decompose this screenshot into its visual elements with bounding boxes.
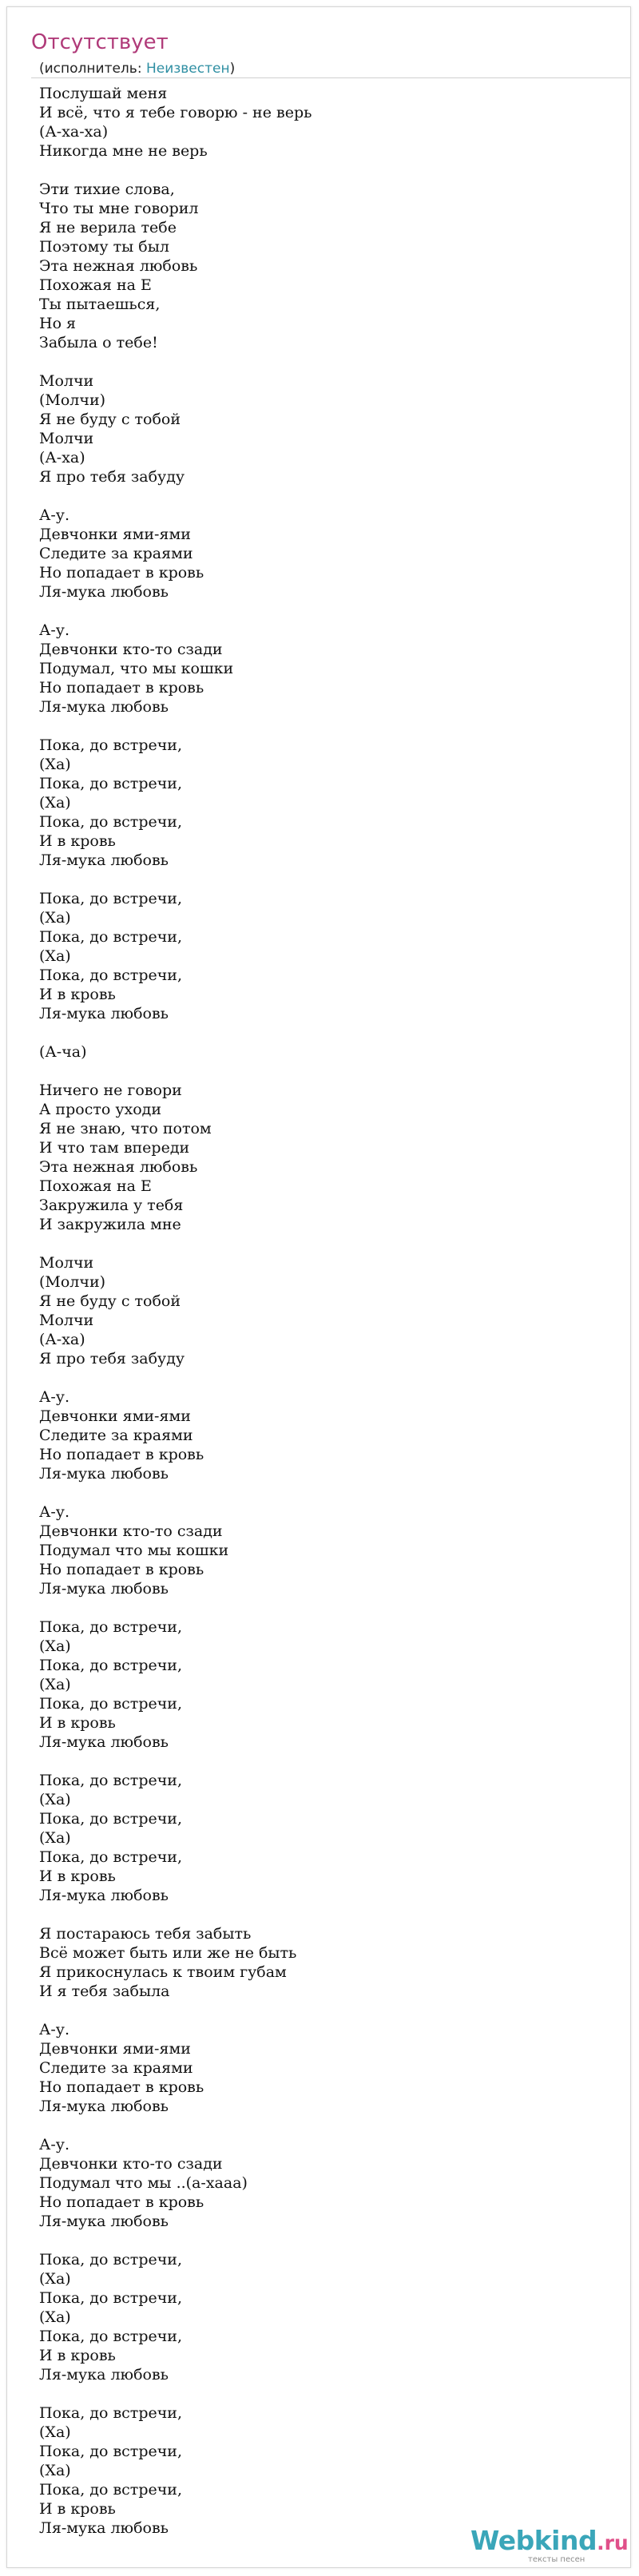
lyrics-line: Ничего не говори [39,1082,182,1099]
lyrics-line: Что ты мне говорил [39,200,199,217]
lyrics-line: Я прикоснулась к твоим губам [39,1963,287,1981]
lyrics-stanza [39,2250,614,2384]
lyrics-line: Похожая на Е [39,1177,152,1195]
lyrics-line: А-у. [39,1503,70,1521]
lyrics-line: Похожая на Е [39,276,152,294]
lyrics-line: И в кровь [39,832,116,850]
lyrics-text [39,84,614,2557]
lyrics-line: Я про тебя забуду [39,1350,185,1367]
lyrics-line: А-у. [39,2136,70,2153]
lyrics-line: Эта нежная любовь [39,1158,198,1176]
lyrics-line: Ля-мука любовь [39,2098,169,2115]
lyrics-line: Никогда мне не верь [39,142,208,160]
lyrics-line: Девчонки ями-ями [39,1407,191,1425]
lyrics-line: (Ха) [39,794,71,812]
lyrics-line: Но попадает в кровь [39,1446,204,1463]
lyrics-line: Пока, до встречи, [39,1657,182,1674]
lyrics-stanza [39,1253,614,1368]
artist-prefix: (исполнитель: [39,61,146,77]
lyrics-line: Пока, до встречи, [39,2404,182,2422]
lyrics-line: Пока, до встречи, [39,1810,182,1828]
artist-line [39,60,235,77]
lyrics-line: (Ха) [39,1791,71,1808]
lyrics-line: Поэтому ты был [39,238,169,256]
lyrics-line: (Ха) [39,2308,71,2326]
lyrics-line: Пока, до встречи, [39,890,182,907]
lyrics-line: И что там впереди [39,1139,190,1157]
lyrics-stanza [39,180,614,352]
lyrics-stanza [39,1387,614,1483]
lyrics-line: Пока, до встречи, [39,2328,182,2345]
lyrics-line: Но попадает в кровь [39,1561,204,1578]
artist-suffix: ) [229,61,236,77]
lyrics-line: (Молчи) [39,1273,106,1291]
lyrics-line: Всё может быть или же не быть [39,1944,297,1962]
lyrics-line: И закружила мне [39,1216,181,1233]
lyrics-line: Пока, до встречи, [39,775,182,792]
lyrics-line: (Ха) [39,1637,71,1655]
lyrics-line: Я не буду с тобой [39,1292,181,1310]
lyrics-line: Ля-мука любовь [39,1465,169,1482]
lyrics-line: Но попадает в кровь [39,679,204,697]
lyrics-line: Пока, до встречи, [39,813,182,831]
lyrics-line: Но попадает в кровь [39,564,204,581]
lyrics-line: Девчонки кто-то сзади [39,1522,223,1540]
lyrics-line: Я не знаю, что потом [39,1120,212,1137]
lyrics-line: Молчи [39,1312,94,1329]
lyrics-line: (Ха) [39,756,71,773]
lyrics-line: Ля-мука любовь [39,1580,169,1598]
lyrics-line: Подумал что мы ..(а-хааа) [39,2174,248,2192]
lyrics-line: А-у. [39,506,70,524]
lyrics-line: Девчонки ями-ями [39,526,191,543]
logo-tagline: тексты песен [528,2555,585,2564]
lyrics-line: И в кровь [39,2500,116,2518]
lyrics-line: (Ха) [39,947,71,965]
lyrics-line: Подумал что мы кошки [39,1542,229,1559]
lyrics-line: И в кровь [39,1714,116,1732]
lyrics-card [6,6,631,2568]
lyrics-line: Ля-мука любовь [39,1733,169,1751]
lyrics-line: Но попадает в кровь [39,2078,204,2096]
lyrics-line: Пока, до встречи, [39,928,182,946]
lyrics-line: Пока, до встречи, [39,966,182,984]
lyrics-line: Девчонки кто-то сзади [39,641,223,658]
lyrics-line: (Ха) [39,2270,71,2288]
lyrics-stanza [39,84,614,161]
lyrics-line: (Ха) [39,1829,71,1847]
lyrics-line: Ля-мука любовь [39,583,169,601]
lyrics-line: Я не верила тебе [39,219,177,236]
lyrics-line: (Ха) [39,909,71,927]
lyrics-stanza [39,371,614,486]
lyrics-line: Пока, до встречи, [39,736,182,754]
lyrics-line: Пока, до встречи, [39,1848,182,1866]
lyrics-stanza [39,1924,614,2001]
lyrics-line: (А-ча) [39,1043,87,1061]
lyrics-line: И в кровь [39,2347,116,2364]
lyrics-line: Молчи [39,430,94,447]
lyrics-stanza [39,621,614,716]
lyrics-line: (А-ха) [39,1331,85,1348]
lyrics-line: Пока, до встречи, [39,2481,182,2499]
lyrics-line: (А-ха) [39,449,85,466]
site-logo[interactable] [470,2525,629,2564]
lyrics-stanza [39,1081,614,1234]
lyrics-stanza [39,889,614,1023]
lyrics-line: И я тебя забыла [39,1983,170,2000]
lyrics-line: Ля-мука любовь [39,1887,169,1904]
lyrics-line: Пока, до встречи, [39,2443,182,2460]
lyrics-stanza [39,506,614,601]
lyrics-line: И в кровь [39,986,116,1003]
lyrics-line: (А-ха-ха) [39,123,109,141]
lyrics-line: (Ха) [39,1676,71,1693]
lyrics-line: Эта нежная любовь [39,257,198,275]
lyrics-line: А-у. [39,1388,70,1406]
lyrics-line: А-у. [39,621,70,639]
lyrics-line: Молчи [39,372,94,390]
lyrics-stanza [39,1502,614,1598]
lyrics-stanza [39,2135,614,2231]
lyrics-stanza [39,736,614,870]
lyrics-line: Пока, до встречи, [39,1772,182,1789]
lyrics-stanza [39,1617,614,1752]
lyrics-line: Ля-мука любовь [39,2519,169,2537]
lyrics-line: Закружила у тебя [39,1197,184,1214]
lyrics-line: Молчи [39,1254,94,1272]
lyrics-stanza [39,1042,614,1062]
lyrics-line: Я про тебя забуду [39,468,185,486]
lyrics-line: Девчонки кто-то сзади [39,2155,223,2173]
lyrics-line: Ля-мука любовь [39,851,169,869]
lyrics-line: (Ха) [39,2423,71,2441]
lyrics-line: (Ха) [39,2462,71,2479]
lyrics-line: Ля-мука любовь [39,2213,169,2230]
lyrics-line: Следите за краями [39,1427,193,1444]
lyrics-stanza [39,2403,614,2538]
lyrics-line: Девчонки ями-ями [39,2040,191,2058]
lyrics-line: Подумал, что мы кошки [39,660,234,677]
lyrics-line: И в кровь [39,1868,116,1885]
lyrics-line: Ля-мука любовь [39,2366,169,2383]
lyrics-line: Но попадает в кровь [39,2193,204,2211]
lyrics-line: Послушай меня [39,85,168,102]
lyrics-line: Ты пытаешься, [39,296,161,313]
lyrics-line: Следите за краями [39,2059,193,2077]
lyrics-line: Но я [39,315,77,332]
lyrics-line: Пока, до встречи, [39,2289,182,2307]
lyrics-line: Ля-мука любовь [39,1005,169,1022]
lyrics-line: Я не буду с тобой [39,411,181,428]
lyrics-line: Следите за краями [39,545,193,562]
logo-name: Webkind [470,2525,597,2556]
lyrics-line: Пока, до встречи, [39,1618,182,1636]
lyrics-line: Пока, до встречи, [39,2251,182,2268]
lyrics-line: А просто уходи [39,1101,162,1118]
lyrics-stanza [39,1771,614,1905]
artist-link[interactable]: Неизвестен [145,61,230,77]
lyrics-line: Пока, до встречи, [39,1695,182,1713]
lyrics-stanza [39,2020,614,2116]
logo-tld: .ru [597,2531,629,2554]
song-title: Отсутствует [31,30,169,54]
lyrics-line: (Молчи) [39,391,106,409]
header-divider [31,77,630,78]
lyrics-line: Я постараюсь тебя забыть [39,1925,252,1943]
lyrics-line: Ля-мука любовь [39,698,169,716]
lyrics-line: И всё, что я тебе говорю - не верь [39,104,312,121]
lyrics-line: А-у. [39,2021,70,2038]
lyrics-line: Забыла о тебе! [39,334,158,351]
lyrics-line: Эти тихие слова, [39,181,175,198]
